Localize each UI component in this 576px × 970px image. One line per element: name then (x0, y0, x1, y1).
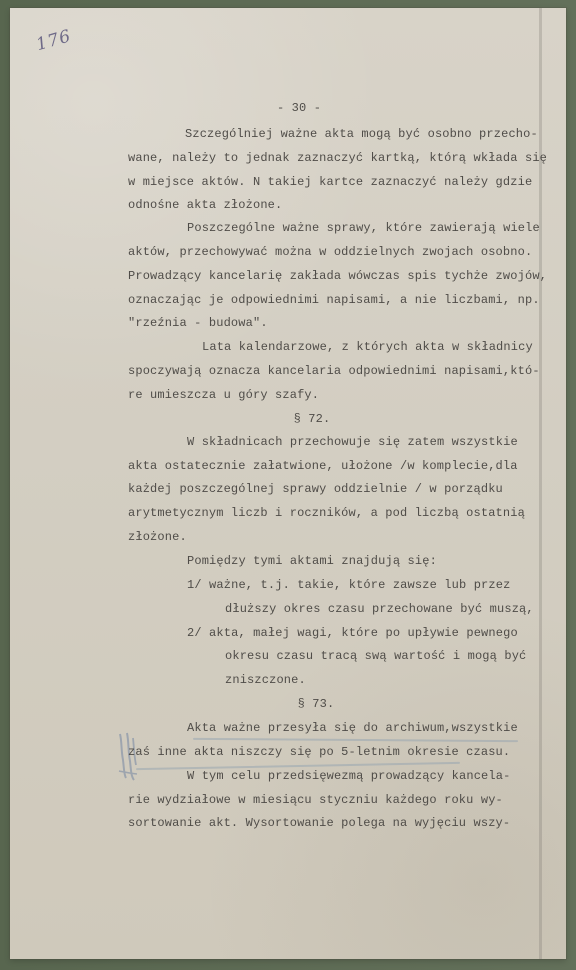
text-line-7: Prowadzący kancelarię zakłada wówczas spis tychże zwojów, (128, 269, 548, 283)
text-line-3: w miejsce aktów. N takiej kartce zaznaczyć należy gdzie (128, 175, 533, 189)
text-line-9: "rzeźnia - budowa". (128, 316, 268, 330)
text-line-5: Poszczególne ważne sprawy, które zawierają wiele (187, 221, 540, 235)
text-line-28: W tym celu przedsięwezmą prowadzący kancela- (187, 769, 511, 783)
text-line-19: Pomiędzy tymi aktami znajdują się: (187, 554, 437, 568)
text-line-10: Lata kalendarzowe, z których akta w składnicy (202, 340, 533, 354)
list-item-2-line-3: zniszczone. (225, 673, 306, 687)
section-heading-73: § 73. (297, 697, 335, 711)
pencil-underline-top (193, 738, 518, 742)
text-line-11: spoczywają oznacza kancelaria odpowiednimi napisami,któ- (128, 364, 540, 378)
text-line-26: Akta ważne przesyła się do archiwum,wszystkie (187, 721, 518, 735)
handwritten-corner-number: 176 (34, 26, 74, 56)
text-line-15: akta ostatecznie załatwione, ułożone /w komplecie,dla (128, 459, 518, 473)
text-line-2: wane, należy to jednak zaznaczyć kartką, którą wkłada się (128, 151, 548, 165)
text-line-16: każdej poszczególnej sprawy oddzielnie / w porządku (128, 482, 503, 496)
text-line-29: rie wydziałowe w miesiącu styczniu każdego roku wy- (128, 793, 503, 807)
text-line-30: sortowanie akt. Wysortowanie polega na wyjęciu wszy- (128, 816, 511, 830)
text-line-27: zaś inne akta niszczy się po 5-letnim okresie czasu. (128, 745, 511, 759)
typed-page (10, 8, 566, 959)
list-item-2-line-1: 2/ akta, małej wagi, które po upływie pewnego (187, 626, 518, 640)
section-heading-72: § 72. (293, 412, 331, 426)
text-line-8: oznaczając je odpowiednimi napisami, a nie liczbami, np. (128, 293, 540, 307)
list-item-2-line-2: okresu czasu tracą swą wartość i mogą być (225, 649, 527, 663)
text-line-17: arytmetycznym liczb i roczników, a pod liczbą ostatnią (128, 506, 525, 520)
list-item-1-line-1: 1/ ważne, t.j. takie, które zawsze lub przez (187, 578, 511, 592)
page-number: - 30 - (276, 101, 322, 115)
text-line-18: złożone. (128, 530, 187, 544)
text-line-1: Szczególniej ważne akta mogą być osobno przecho- (185, 127, 538, 141)
text-line-12: re umieszcza u góry szafy. (128, 388, 320, 402)
text-line-6: aktów, przechowywać można w oddzielnych zwojach osobno. (128, 245, 533, 259)
text-line-14: W składnicach przechowuje się zatem wszystkie (187, 435, 518, 449)
text-line-4: odnośne akta złożone. (128, 198, 283, 212)
list-item-1-line-2: dłuższy okres czasu przechowane być muszą, (225, 602, 534, 616)
